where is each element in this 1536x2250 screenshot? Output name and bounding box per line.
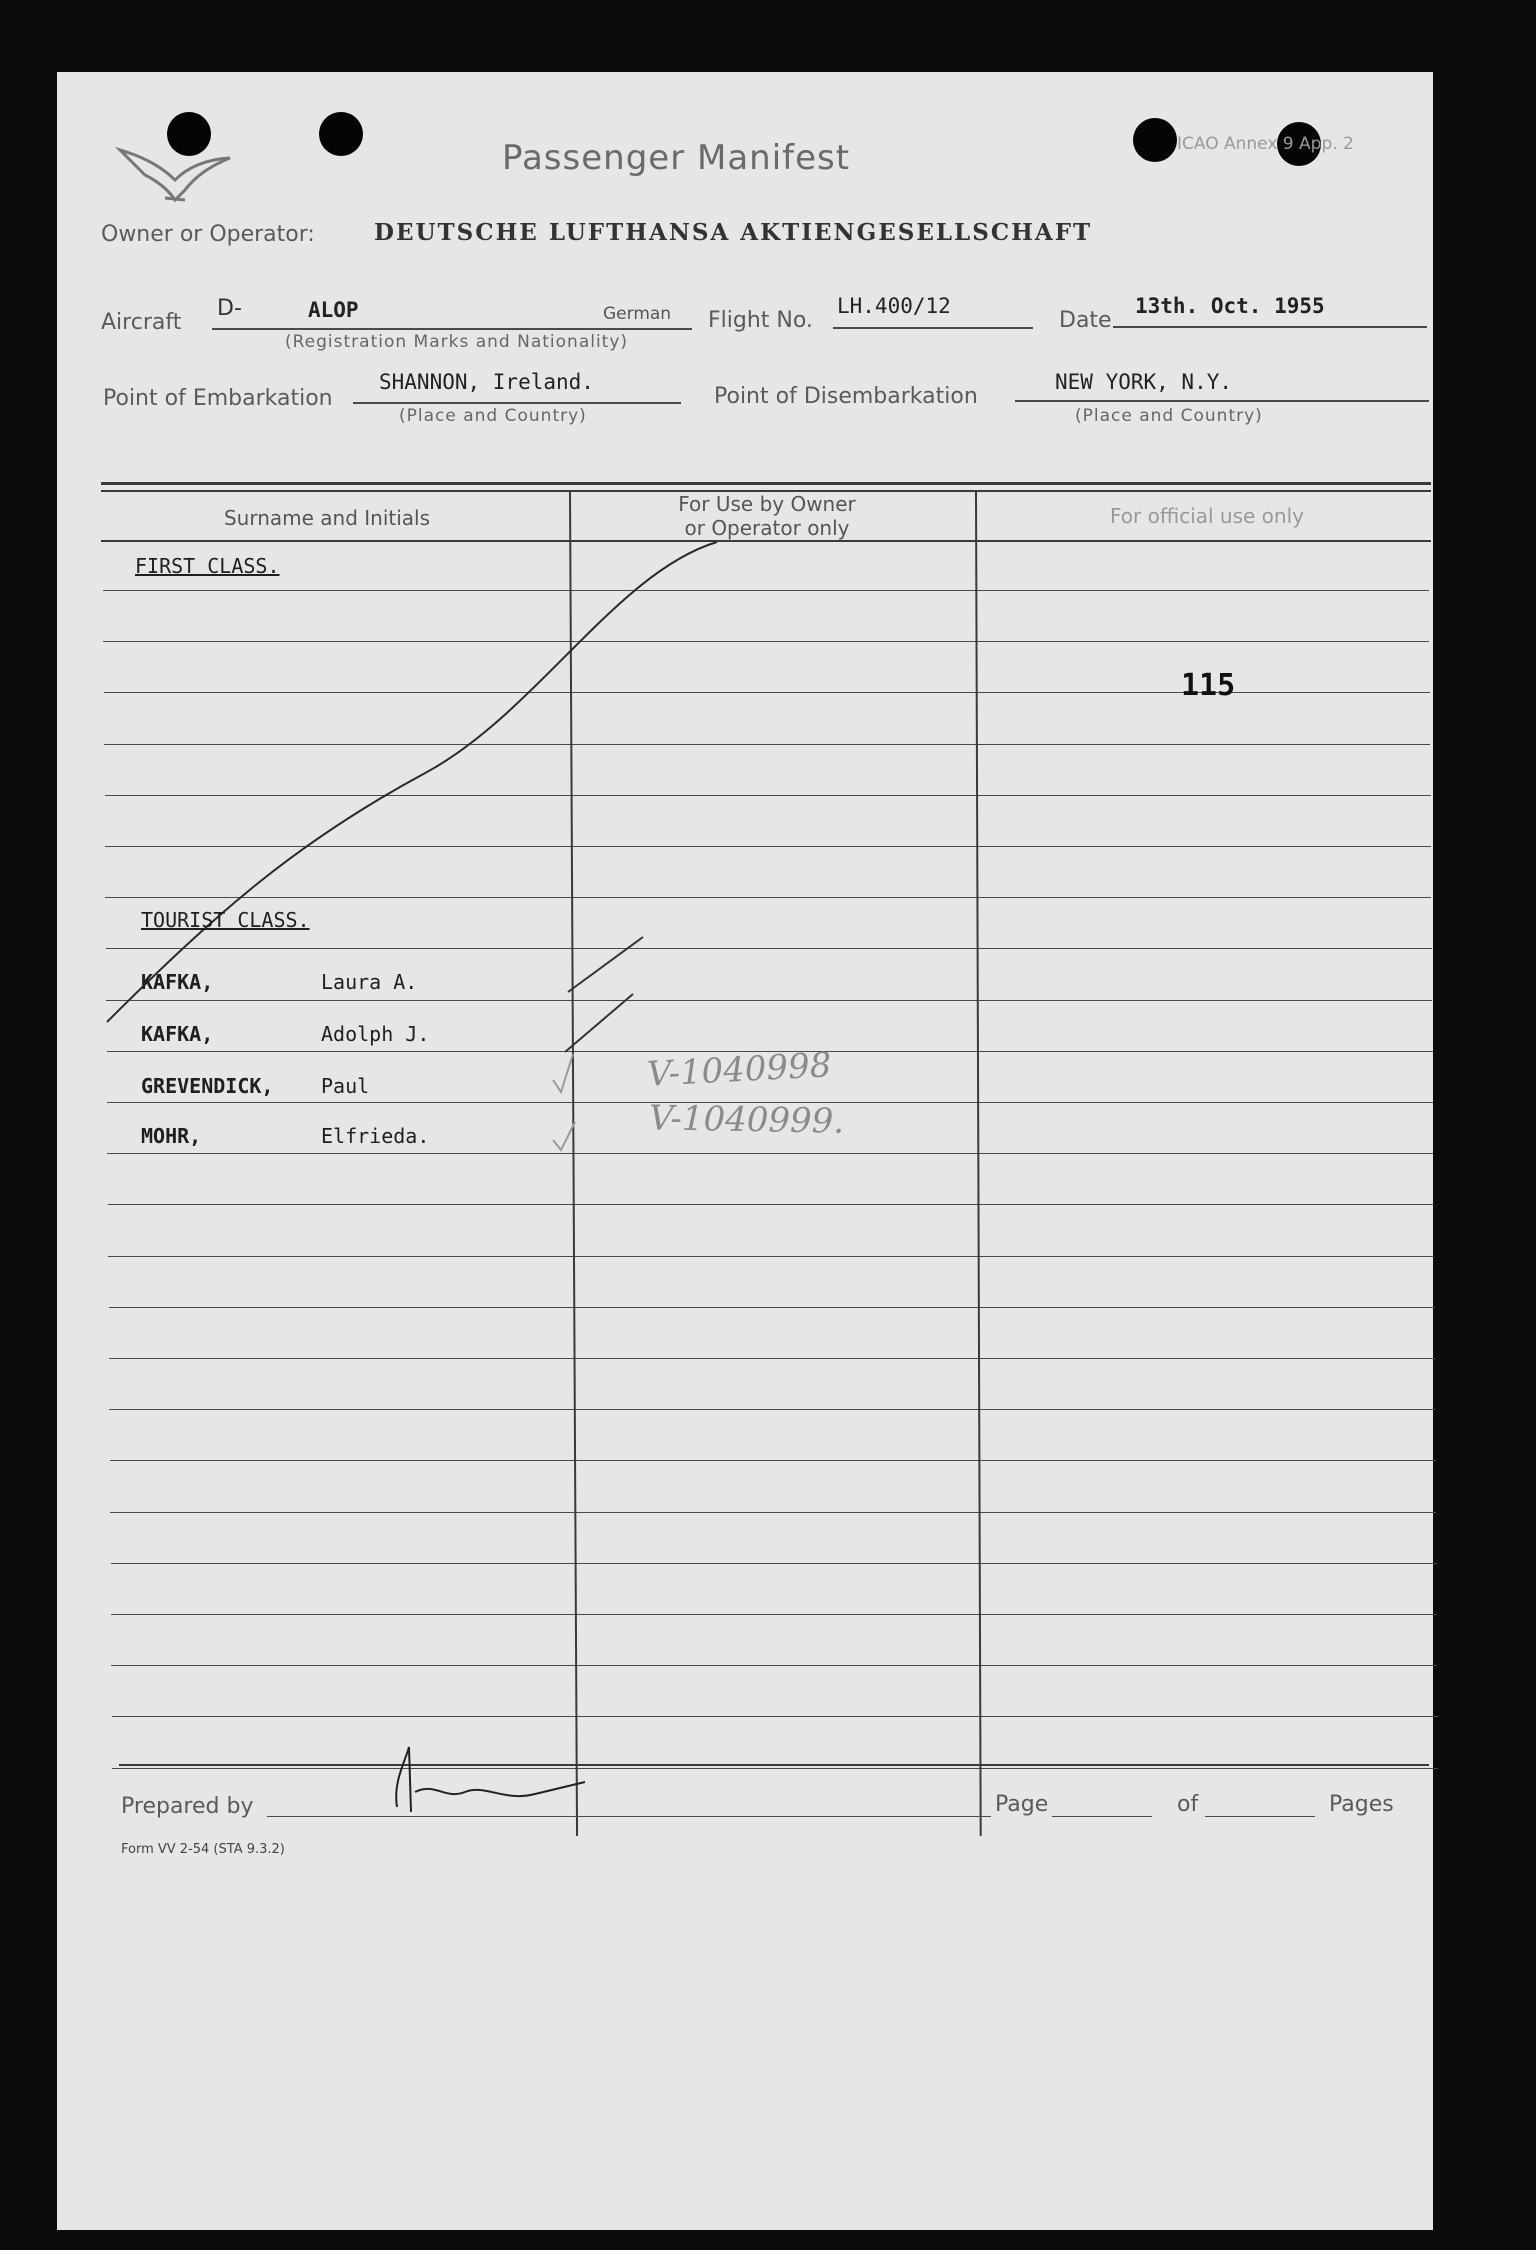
prepared-by-label: Prepared by bbox=[121, 1794, 254, 1819]
page-label: Page bbox=[995, 1792, 1049, 1817]
disembarkation-value: NEW YORK, N.Y. bbox=[1055, 370, 1233, 394]
punch-hole bbox=[319, 112, 363, 156]
passenger-given-name: Adolph J. bbox=[321, 1022, 430, 1046]
col-header-owner-line2: or Operator only bbox=[684, 516, 850, 540]
passenger-surname: KAFKA, bbox=[141, 970, 214, 994]
aircraft-registration: ALOP bbox=[308, 298, 359, 322]
table-row-rule bbox=[108, 1204, 1434, 1205]
disembarkation-caption: (Place and Country) bbox=[1075, 406, 1263, 426]
check-mark-icon bbox=[563, 932, 653, 1062]
column-separator bbox=[975, 492, 982, 1836]
table-bottom-rule bbox=[119, 1764, 1429, 1766]
flight-value: LH.400/12 bbox=[837, 294, 951, 318]
aircraft-label: Aircraft bbox=[101, 310, 182, 335]
check-mark-icon bbox=[551, 1052, 591, 1162]
table-row-rule bbox=[111, 1563, 1437, 1564]
owner-label: Owner or Operator: bbox=[101, 222, 315, 247]
punch-hole bbox=[1133, 118, 1177, 162]
col-header-official: For official use only bbox=[1110, 504, 1304, 528]
official-number: 115 bbox=[1181, 668, 1236, 703]
handwritten-visa-number: V-1040998 bbox=[646, 1045, 833, 1095]
passenger-surname: GREVENDICK, bbox=[141, 1074, 274, 1098]
page-line bbox=[1052, 1816, 1152, 1817]
of-label: of bbox=[1177, 1792, 1199, 1817]
table-row-rule bbox=[111, 1614, 1437, 1615]
embarkation-caption: (Place and Country) bbox=[399, 406, 587, 426]
owner-value: DEUTSCHE LUFTHANSA AKTIENGESELLSCHAFT bbox=[374, 219, 1093, 246]
disembarkation-underline bbox=[1015, 400, 1429, 402]
table-row-rule bbox=[110, 1512, 1436, 1513]
table-row-rule bbox=[111, 1665, 1437, 1666]
passenger-surname: KAFKA, bbox=[141, 1022, 214, 1046]
table-row-rule bbox=[110, 1460, 1436, 1461]
table-row-rule bbox=[109, 1358, 1435, 1359]
embarkation-underline bbox=[353, 402, 681, 404]
annex-reference: ICAO Annex 9 App. 2 bbox=[1177, 134, 1354, 154]
table-top-rule bbox=[101, 482, 1431, 485]
embarkation-label: Point of Embarkation bbox=[103, 386, 333, 411]
tourist-class-heading: TOURIST CLASS. bbox=[141, 908, 310, 932]
table-row-rule bbox=[109, 1409, 1435, 1410]
signature bbox=[375, 1722, 595, 1832]
embarkation-value: SHANNON, Ireland. bbox=[379, 370, 594, 394]
passenger-given-name: Laura A. bbox=[321, 970, 418, 994]
table-row-rule bbox=[112, 1768, 1438, 1769]
aircraft-nationality: German bbox=[603, 304, 672, 324]
first-class-heading: FIRST CLASS. bbox=[135, 554, 280, 578]
date-underline bbox=[1113, 326, 1427, 328]
table-row-rule bbox=[108, 1256, 1434, 1257]
aircraft-caption: (Registration Marks and Nationality) bbox=[285, 332, 629, 352]
col-header-surname: Surname and Initials bbox=[223, 506, 431, 530]
disembarkation-label: Point of Disembarkation bbox=[714, 384, 978, 409]
date-value: 13th. Oct. 1955 bbox=[1135, 294, 1325, 318]
of-line bbox=[1205, 1816, 1315, 1817]
table-row-rule bbox=[112, 1716, 1438, 1717]
handwritten-visa-number: V-1040999. bbox=[648, 1098, 845, 1142]
col-header-owner-line1: For Use by Owner bbox=[678, 492, 856, 516]
pages-label: Pages bbox=[1329, 1792, 1394, 1817]
aircraft-prefix: D- bbox=[217, 296, 242, 321]
passenger-given-name: Paul bbox=[321, 1074, 370, 1098]
passenger-given-name: Elfrieda. bbox=[321, 1124, 430, 1148]
flight-label: Flight No. bbox=[708, 308, 813, 333]
date-label: Date bbox=[1059, 308, 1112, 333]
manifest-sheet bbox=[57, 72, 1433, 2230]
flight-underline bbox=[833, 327, 1033, 329]
aircraft-underline bbox=[212, 328, 692, 330]
lufthansa-crane-logo bbox=[115, 130, 235, 210]
table-row-rule bbox=[107, 1153, 1433, 1154]
form-code: Form VV 2-54 (STA 9.3.2) bbox=[121, 1842, 285, 1857]
page-title: Passenger Manifest bbox=[502, 138, 851, 178]
passenger-surname: MOHR, bbox=[141, 1124, 202, 1148]
table-row-rule bbox=[109, 1307, 1435, 1308]
